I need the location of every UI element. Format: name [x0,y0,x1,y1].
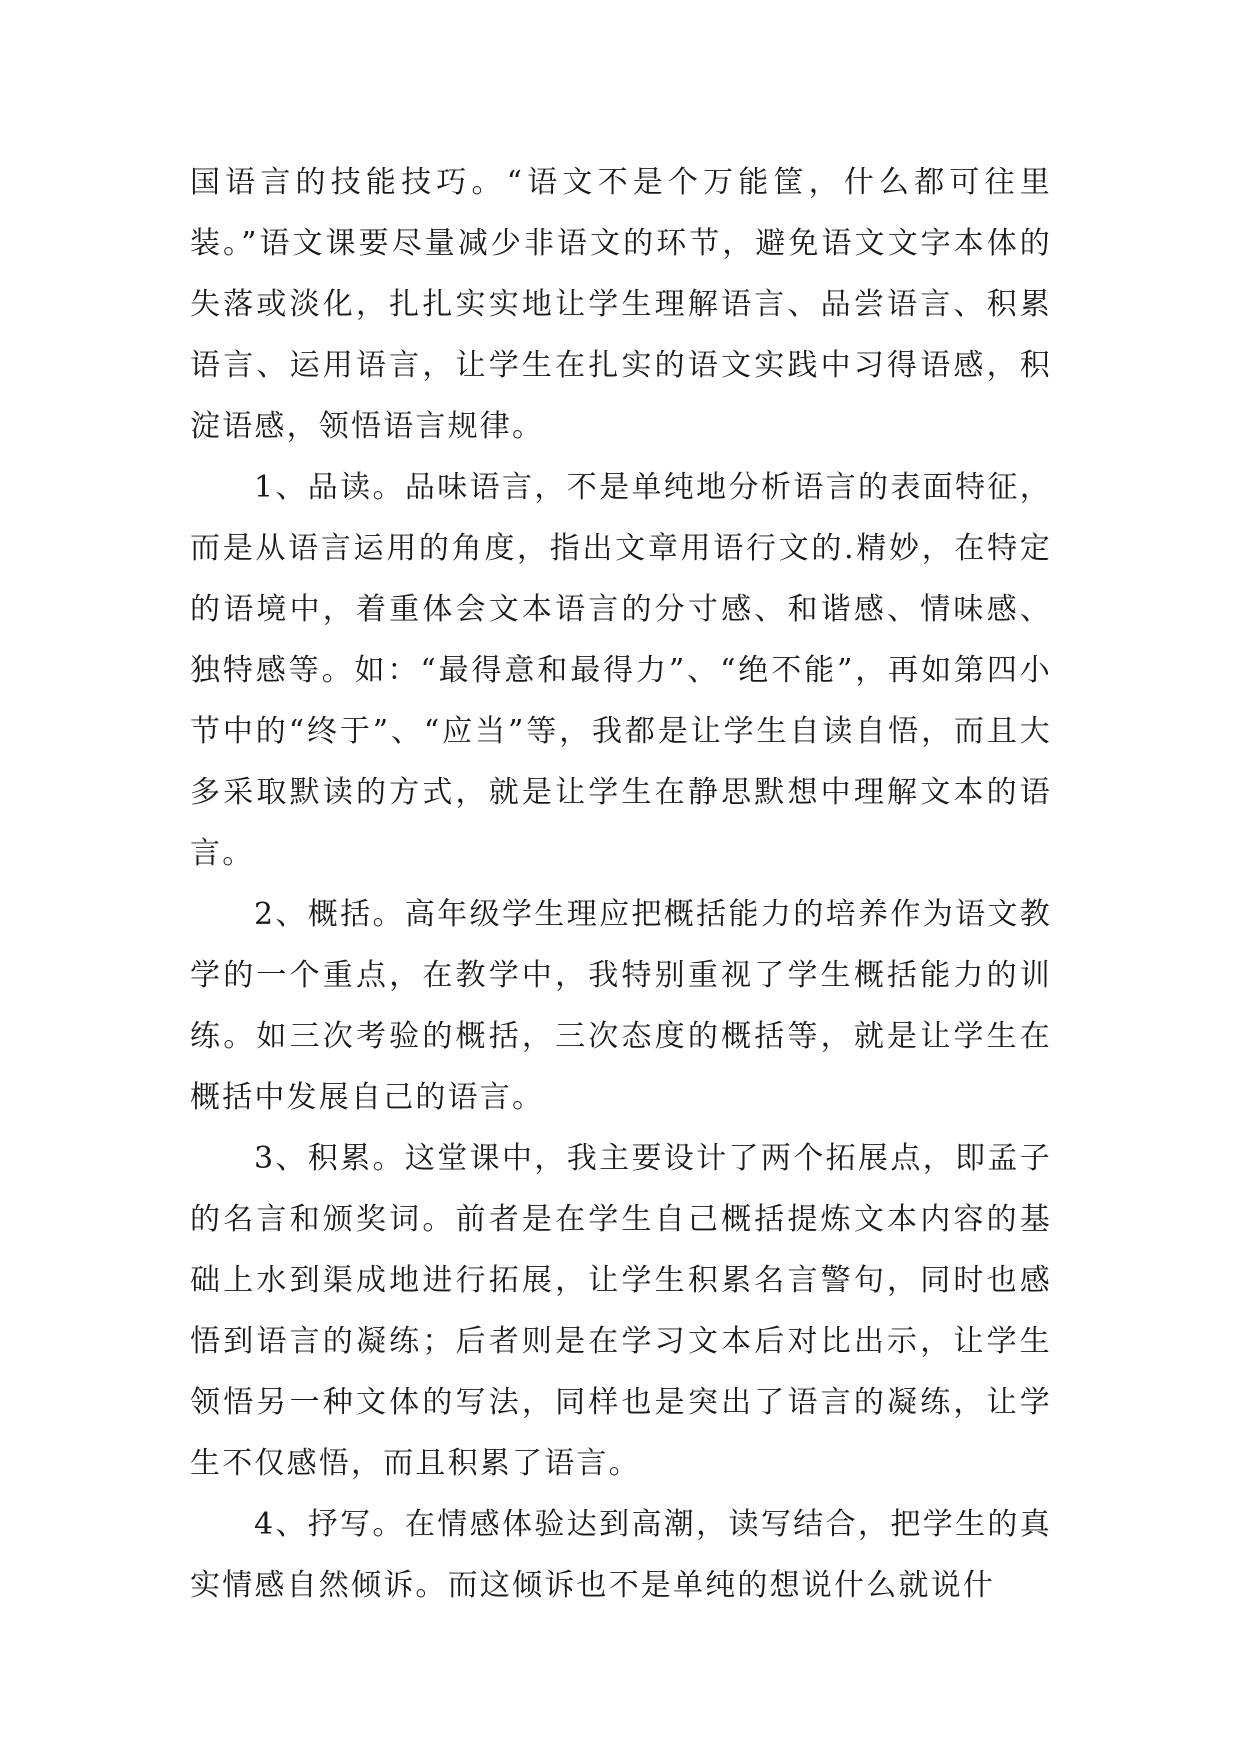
paragraph-accumulating: 3、积累。这堂课中，我主要设计了两个拓展点，即孟子的名言和颁奖词。前者是在学生自己概括提炼文本内容的基础上水到渠成地进行拓展，让学生积累名言警句，同时也感悟到语言的凝练；后者则是在学习文本后对比出示，让学生领悟另一种文体的写法，同样也是突出了语言的凝练，让学生不仅感悟，而且积累了语言。 [190,1141,1052,1481]
document-body [190,152,1052,1616]
paragraph-continuation: 国语言的技能技巧。“语文不是个万能筐，什么都可往里装。”语文课要尽量减少非语文的环节，避免语文文字本体的失落或淡化，扎扎实实地让学生理解语言、品尝语言、积累语言、运用语言，让学生在扎实的语文实践中习得语感，积淀语感，领悟语言规律。 [190,165,1052,444]
paragraph-writing: 4、抒写。在情感体验达到高潮，读写结合，把学生的真实情感自然倾诉。而这倾诉也不是单纯的想说什么就说什 [190,1507,1052,1603]
paragraph-reading: 1、品读。品味语言，不是单纯地分析语言的表面特征，而是从语言运用的角度，指出文章用语行文的.精妙，在特定的语境中，着重体会文本语言的分寸感、和谐感、情味感、独特感等。如：“最得意和最得力”、“绝不能”，再如第四小节中的“终于”、“应当”等，我都是让学生自读自悟，而且大多采取默读的方式，就是让学生在静思默想中理解文本的语言。 [190,470,1052,871]
paragraph-summarizing: 2、概括。高年级学生理应把概括能力的培养作为语文教学的一个重点，在教学中，我特别重视了学生概括能力的训练。如三次考验的概括，三次态度的概括等，就是让学生在概括中发展自己的语言。 [190,897,1052,1115]
